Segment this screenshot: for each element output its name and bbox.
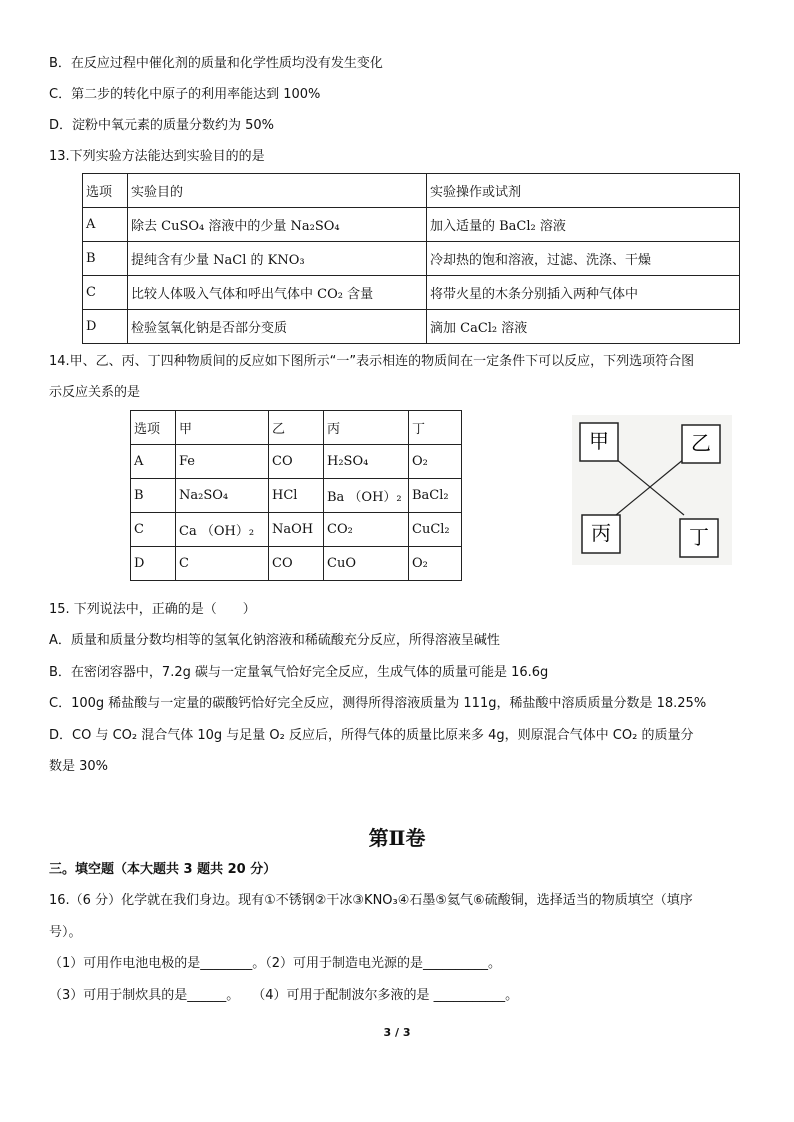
page-number: 3 / 3 [383, 1026, 411, 1039]
table-cell: CO₂ [324, 513, 409, 547]
q14-question-line1: 14.甲、乙、丙、丁四种物质间的反应如下图所示“一”表示相连的物质间在一定条件下可以反应，下列选项符合图 [49, 354, 695, 369]
q13-table [82, 173, 740, 344]
option-b-line: B．在反应过程中催化剂的质量和化学性质均没有发生变化 [49, 56, 383, 71]
table-cell: CuCl₂ [409, 513, 462, 547]
table-row [131, 479, 462, 513]
part-heading: 三。填空题（本大题共 3 题共 20 分） [49, 862, 277, 877]
table-cell: D [131, 547, 176, 581]
table-cell: O₂ [409, 547, 462, 581]
option-d-line: D．淀粉中氧元素的质量分数约为 50% [49, 118, 275, 133]
table-row [131, 445, 462, 479]
table-header: 实验操作或试剂 [427, 174, 740, 208]
table-header-row [131, 411, 462, 445]
q16-line3: （1）可用作电池电极的是________。（2）可用于制造电光源的是__________。 [49, 956, 502, 971]
table-cell: 除去 CuSO₄ 溶液中的少量 Na₂SO₄ [128, 208, 427, 242]
table-header: 甲 [176, 411, 269, 445]
table-header: 丙 [324, 411, 409, 445]
table-header: 选项 [83, 174, 128, 208]
table-cell: CuO [324, 547, 409, 581]
node-ding: 丁 [689, 525, 709, 549]
table-cell: O₂ [409, 445, 462, 479]
table-cell: D [83, 310, 128, 344]
node-jia: 甲 [589, 429, 609, 453]
table-cell: A [83, 208, 128, 242]
section-title: 第Ⅱ卷 [368, 826, 426, 850]
table-cell: A [131, 445, 176, 479]
table-cell: 加入适量的 BaCl₂ 溶液 [427, 208, 740, 242]
option-c-line: C．第二步的转化中原子的利用率能达到 100% [49, 87, 321, 102]
table-cell: 将带火星的木条分别插入两种气体中 [427, 276, 740, 310]
table-cell: HCl [269, 479, 324, 513]
table-header: 选项 [131, 411, 176, 445]
q15-option-a: A．质量和质量分数均相等的氢氧化钠溶液和稀硫酸充分反应，所得溶液呈碱性 [49, 633, 500, 648]
table-cell: NaOH [269, 513, 324, 547]
table-row [83, 242, 740, 276]
table-header: 实验目的 [128, 174, 427, 208]
table-row [83, 208, 740, 242]
q14-table [130, 410, 462, 581]
q13-question: 13.下列实验方法能达到实验目的的是 [49, 149, 265, 164]
node-yi: 乙 [691, 431, 711, 455]
q15-option-d-line1: D．CO 与 CO₂ 混合气体 10g 与足量 O₂ 反应后，所得气体的质量比原来多 4g，则原混合气体中 CO₂ 的质量分 [49, 728, 694, 743]
table-cell: Ba （OH）₂ [324, 479, 409, 513]
reaction-diagram [572, 415, 732, 565]
q16-line2: 号）。 [49, 925, 82, 940]
table-cell: C [176, 547, 269, 581]
table-cell: H₂SO₄ [324, 445, 409, 479]
table-cell: 检验氢氧化钠是否部分变质 [128, 310, 427, 344]
table-cell: Na₂SO₄ [176, 479, 269, 513]
table-header: 丁 [409, 411, 462, 445]
table-cell: 冷却热的饱和溶液，过滤、洗涤、干燥 [427, 242, 740, 276]
table-cell: B [131, 479, 176, 513]
table-cell: BaCl₂ [409, 479, 462, 513]
table-cell: 提纯含有少量 NaCl 的 KNO₃ [128, 242, 427, 276]
table-cell: Fe [176, 445, 269, 479]
table-cell: Ca （OH）₂ [176, 513, 269, 547]
table-cell: C [83, 276, 128, 310]
table-cell: CO [269, 445, 324, 479]
node-bing: 丙 [591, 521, 611, 545]
table-header-row [83, 174, 740, 208]
table-cell: B [83, 242, 128, 276]
q14-question-line2: 示反应关系的是 [49, 385, 141, 400]
q16-line4: （3）可用于制炊具的是______。 （4）可用于配制波尔多液的是 ___________。 [49, 988, 519, 1003]
q15-question: 15. 下列说法中，正确的是（ ） [49, 602, 256, 617]
table-row [131, 513, 462, 547]
table-cell: CO [269, 547, 324, 581]
q15-option-c: C．100g 稀盐酸与一定量的碳酸钙恰好完全反应，测得所得溶液质量为 111g，稀盐酸中溶质质量分数是 18.25% [49, 696, 707, 711]
table-row [83, 276, 740, 310]
table-cell: 滴加 CaCl₂ 溶液 [427, 310, 740, 344]
table-cell: 比较人体吸入气体和呼出气体中 CO₂ 含量 [128, 276, 427, 310]
q15-option-b: B．在密闭容器中，7.2g 碳与一定量氧气恰好完全反应，生成气体的质量可能是 16.6g [49, 665, 549, 680]
table-row [131, 547, 462, 581]
table-cell: C [131, 513, 176, 547]
table-header: 乙 [269, 411, 324, 445]
table-row [83, 310, 740, 344]
q16-line1: 16.（6 分）化学就在我们身边。现有①不锈钢②干冰③KNO₃④石墨⑤氦气⑥硫酸铜，选择适当的物质填空（填序 [49, 893, 693, 908]
q15-option-d-line2: 数是 30% [49, 759, 109, 774]
